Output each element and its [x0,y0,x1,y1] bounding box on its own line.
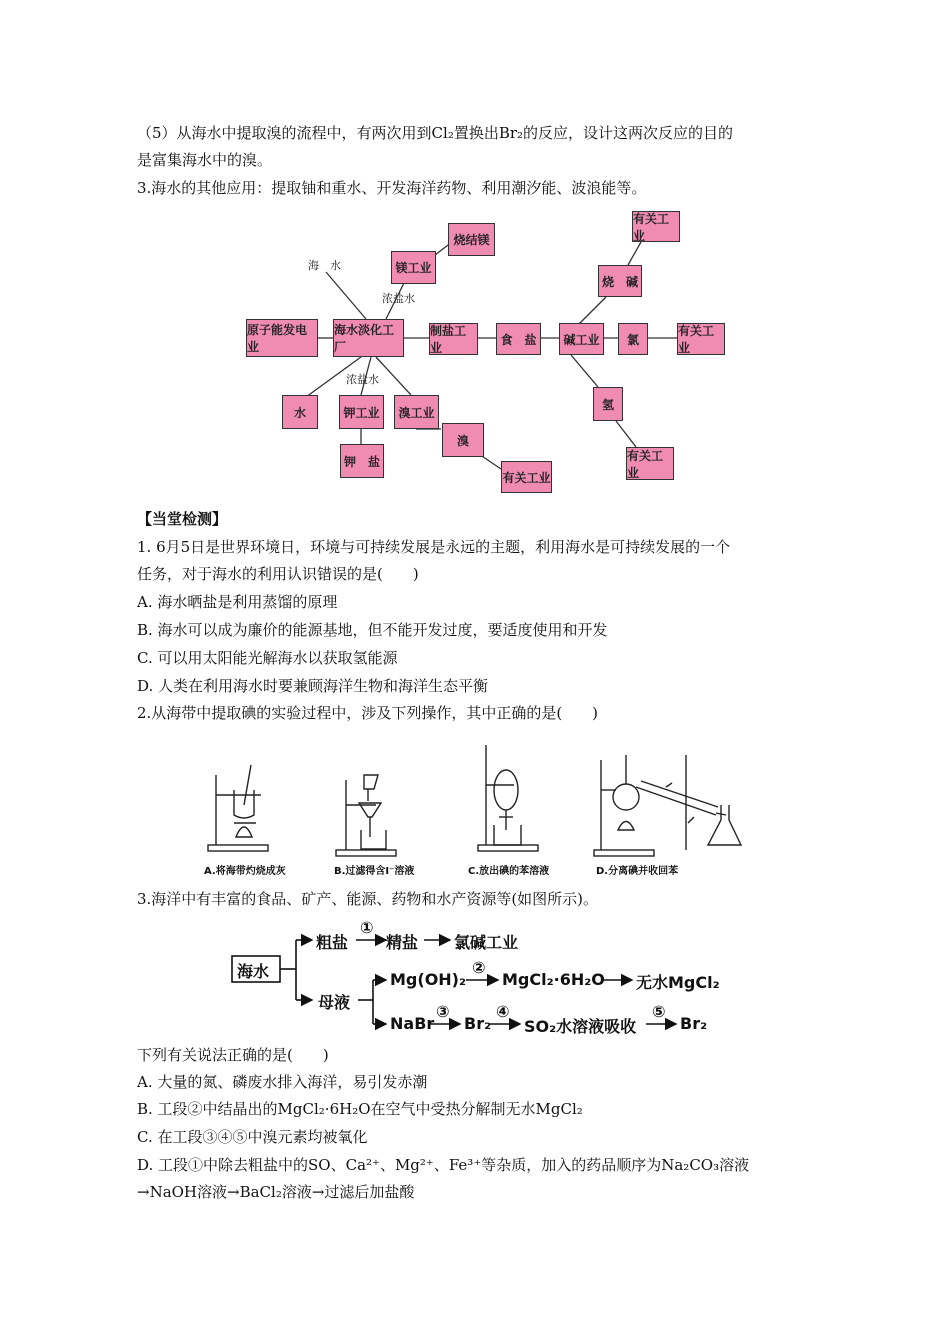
flow-seawater: 海水 [237,962,270,981]
box-related-industry: 有关工业 [677,323,725,355]
option-d: D. 人类在利用海水时要兼顾海洋生物和海洋生态平衡 [137,677,489,695]
flow-mother-liquor: 母液 [318,993,351,1012]
text-line: 3.海水的其他应用：提取铀和重水、开发海洋药物、利用潮汐能、波浪能等。 [137,179,647,197]
box-bromine: 溴 [442,423,484,457]
question-3-prompt: 下列有关说法正确的是( ) [137,1046,329,1064]
box-salt-industry: 制盐工业 [429,323,478,355]
box-water: 水 [282,395,318,429]
box-chlorine: 氯 [618,323,648,355]
option-c: C. 可以用太阳能光解海水以获取氢能源 [137,649,398,667]
section-heading: 【当堂检测】 [137,510,228,528]
box-mg-industry: 镁工业 [391,251,436,284]
box-sintered-mg: 烧结镁 [448,223,495,256]
question-1: 1. 6月5日是世界环境日，环境与可持续发展是永远的主题，利用海水是可持续发展的一个 [137,538,731,556]
flow-step-2: ② [472,958,486,977]
box-hydrogen: 氢 [593,387,623,421]
flow-step-3: ③ [436,1002,450,1021]
box-related-industry: 有关工业 [632,211,680,242]
option-a: A. 海水晒盐是利用蒸馏的原理 [137,593,338,611]
option-d: D. 工段①中除去粗盐中的SO、Ca²⁺、Mg²⁺、Fe³⁺等杂质，加入的药品顺序为Na₂CO₃溶液 [137,1156,750,1174]
seawater-utilization-diagram [236,207,732,500]
option-a: A. 大量的氮、磷废水排入海洋，易引发赤潮 [137,1073,428,1091]
box-potassium-salt: 钾 盐 [340,444,384,478]
flow-chlor-alkali: 氯碱工业 [454,933,519,952]
option-b: B. 海水可以成为廉价的能源基地，但不能开发过度，要适度使用和开发 [137,621,608,639]
flow-mgcl2-hydrate: MgCl₂·6H₂O [502,970,605,989]
flow-br2: Br₂ [464,1014,492,1033]
box-related-industry: 有关工业 [626,447,674,480]
flow-refined-salt: 精盐 [386,933,419,952]
flow-br2-final: Br₂ [680,1014,708,1033]
caption-d: D.分离碘并收回苯 [596,866,679,877]
box-desalination-plant: 海水淡化工厂 [333,319,404,357]
text-line: （5）从海水中提取溴的流程中，有两次用到Cl₂置换出Br₂的反应，设计这两次反应的目的 [137,124,734,142]
box-alkali-industry: 碱工业 [559,323,604,355]
question-1-cont: 任务，对于海水的利用认识错误的是( ) [137,565,419,583]
flow-step-1: ① [360,918,374,937]
question-2: 2.从海带中提取碘的实验过程中，涉及下列操作，其中正确的是( ) [137,704,599,722]
box-atomic-power: 原子能发电业 [246,319,318,357]
label-brine: 浓盐水 [346,373,379,386]
flow-crude-salt: 粗盐 [316,933,349,952]
flow-step-4: ④ [496,1002,510,1021]
apparatus-figure [196,745,756,880]
box-br-industry: 溴工业 [394,395,439,429]
caption-a: A.将海带灼烧成灰 [204,866,286,877]
option-c: C. 在工段③④⑤中溴元素均被氧化 [137,1128,368,1146]
flow-step-5: ⑤ [652,1002,666,1021]
box-caustic-soda: 烧 碱 [598,265,642,297]
caption-c: C.放出碘的苯溶液 [468,866,550,877]
flow-nabr: NaBr [390,1014,435,1033]
box-salt: 食 盐 [496,323,541,355]
label-seawater: 海 水 [308,259,341,272]
box-related-industry: 有关工业 [501,461,552,493]
box-k-industry: 钾工业 [339,395,384,429]
seawater-flow-diagram [228,918,728,1043]
option-d-cont: →NaOH溶液→BaCl₂溶液→过滤后加盐酸 [137,1183,415,1201]
flow-mgoh2: Mg(OH)₂ [390,970,466,989]
label-brine: 浓盐水 [382,292,415,305]
flow-anhydrous-mgcl2: 无水MgCl₂ [636,973,720,992]
apparatus-drawings [196,745,756,880]
question-3: 3.海洋中有丰富的食品、矿产、能源、药物和水产资源等(如图所示)。 [137,890,599,908]
caption-b: B.过滤得含I⁻溶液 [334,866,415,877]
flow-so2-absorption: SO₂水溶液吸收 [524,1017,637,1036]
option-b: B. 工段②中结晶出的MgCl₂·6H₂O在空气中受热分解制无水MgCl₂ [137,1100,583,1118]
text-line: 是富集海水中的溴。 [137,151,273,169]
